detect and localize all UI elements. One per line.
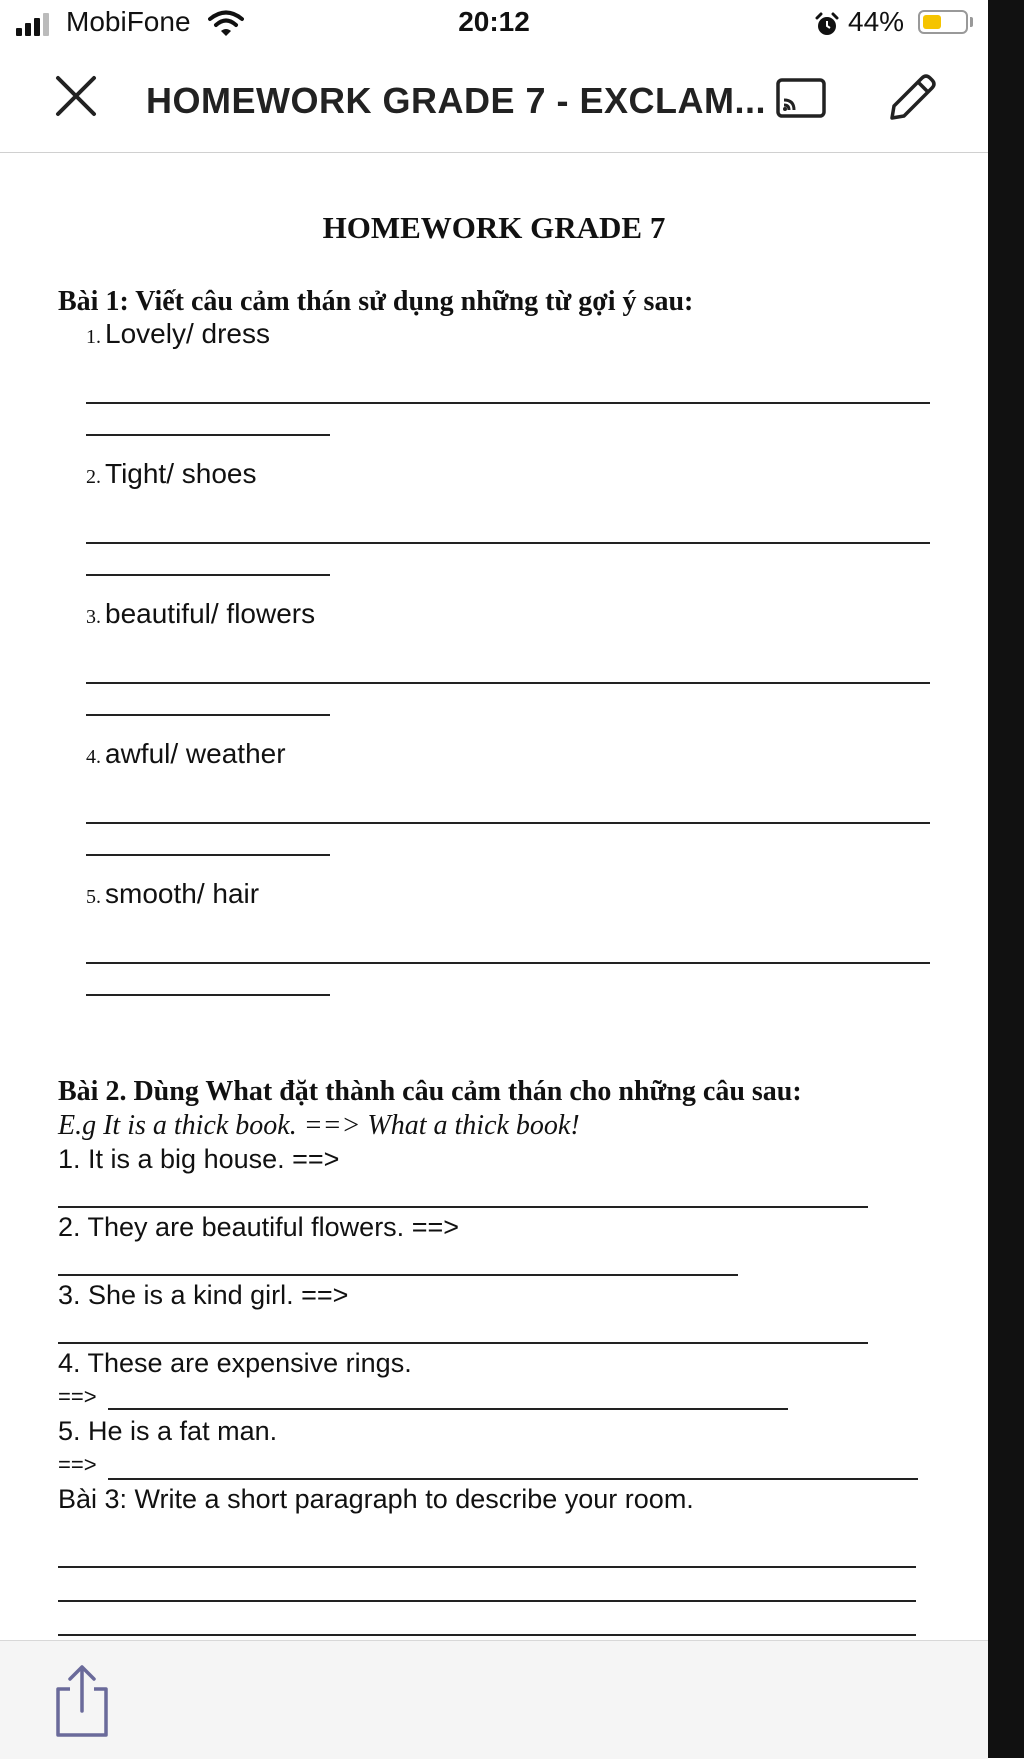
- exercise-1-item: [86, 458, 256, 490]
- document-title: HOMEWORK GRADE 7 - EXCLAM...: [146, 80, 767, 121]
- alarm-icon: [814, 12, 840, 38]
- share-icon: [50, 1663, 114, 1739]
- answer-line: [108, 1408, 788, 1410]
- battery-tip: [970, 17, 973, 27]
- bottom-toolbar: [0, 1640, 988, 1759]
- item-prompt: beautiful/ flowers: [105, 598, 316, 629]
- cast-icon: [774, 76, 828, 120]
- item-number: 3.: [86, 606, 101, 628]
- item-prompt: Tight/ shoes: [105, 458, 257, 489]
- section-1-title: Bài 1: Viết câu cảm thán sử dụng những từ gợi ý sau:: [58, 286, 694, 317]
- item-prompt: smooth/ hair: [105, 878, 260, 909]
- answer-line: [58, 1274, 738, 1276]
- answer-line: [108, 1478, 918, 1480]
- cast-button[interactable]: [774, 76, 828, 120]
- answer-arrow: ==>: [58, 1452, 97, 1477]
- section-3-title: Bài 3: Write a short paragraph to describe your room.: [58, 1484, 694, 1514]
- item-prompt: Lovely/ dress: [105, 318, 270, 349]
- answer-line: [86, 994, 330, 996]
- answer-line: [86, 822, 930, 824]
- screen-edge: [988, 0, 1024, 1758]
- exercise-1-item: [86, 318, 270, 350]
- answer-line: [58, 1634, 916, 1636]
- section-2-example: E.g It is a thick book. ==> What a thick book!: [58, 1110, 580, 1141]
- carrier-name: MobiFone: [66, 6, 191, 37]
- battery-percentage: 44%: [848, 6, 905, 37]
- answer-line: [58, 1566, 916, 1568]
- pencil-icon: [884, 70, 940, 126]
- answer-line: [86, 542, 930, 544]
- item-number: 4.: [86, 746, 101, 768]
- answer-line: [86, 854, 330, 856]
- answer-line: [86, 714, 330, 716]
- answer-line: [86, 574, 330, 576]
- exercise-2-item: 4. These are expensive rings.: [58, 1348, 412, 1378]
- exercise-2-item: 5. He is a fat man.: [58, 1416, 278, 1446]
- answer-line: [58, 1206, 868, 1208]
- answer-line: [86, 962, 930, 964]
- item-prompt: awful/ weather: [105, 738, 286, 769]
- answer-line: [86, 682, 930, 684]
- close-button[interactable]: [48, 68, 104, 124]
- answer-line: [58, 1600, 916, 1602]
- close-icon: [48, 68, 104, 124]
- exercise-1-item: [86, 878, 259, 910]
- answer-line: [86, 434, 330, 436]
- battery-icon: [918, 10, 968, 34]
- answer-arrow: ==>: [58, 1384, 97, 1409]
- section-2-title: Bài 2. Dùng What đặt thành câu cảm thán cho những câu sau:: [58, 1076, 802, 1107]
- item-number: 1.: [86, 326, 101, 348]
- answer-line: [58, 1342, 868, 1344]
- status-time: 20:12: [458, 6, 530, 37]
- share-button[interactable]: [50, 1663, 114, 1739]
- navigation-bar: [0, 50, 988, 153]
- exercise-2-item: 3. She is a kind girl. ==>: [58, 1280, 349, 1310]
- exercise-2-item: 2. They are beautiful flowers. ==>: [58, 1212, 459, 1242]
- exercise-2-item: 1. It is a big house. ==>: [58, 1144, 340, 1174]
- exercise-1-item: [86, 738, 286, 770]
- status-bar: [0, 0, 988, 50]
- edit-button[interactable]: [884, 70, 940, 126]
- answer-line: [86, 402, 930, 404]
- item-number: 2.: [86, 466, 101, 488]
- document-heading: HOMEWORK GRADE 7: [322, 210, 666, 245]
- exercise-1-item: [86, 598, 315, 630]
- item-number: 5.: [86, 886, 101, 908]
